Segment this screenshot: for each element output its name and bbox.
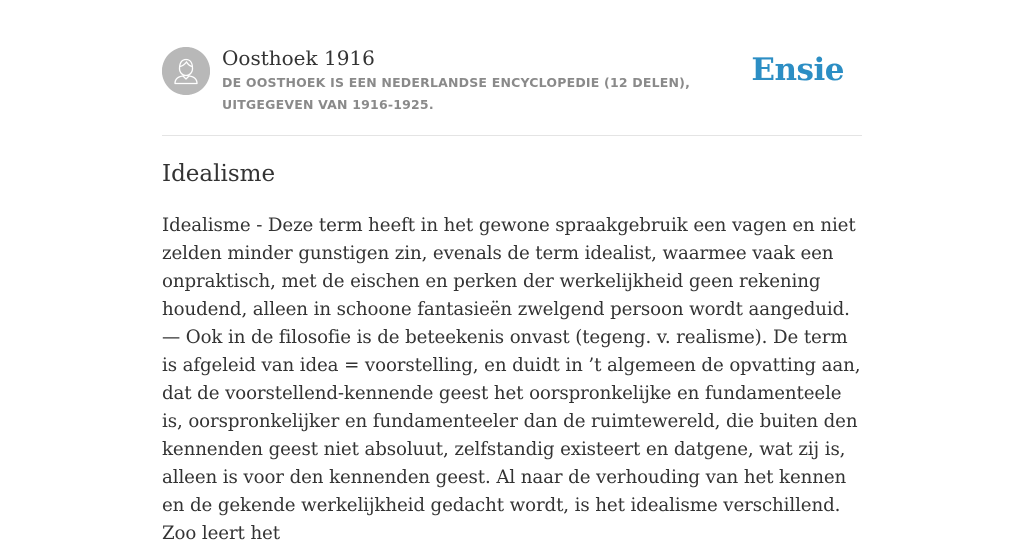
header-divider [162, 135, 862, 136]
entry-body-text: Idealisme - Deze term heeft in het gewone spraakgebruik een vagen en niet zelden minder gunstigen zin, evenals de term idealist, waarmee vaak een onpraktisch, met de eischen en perken der werkelijkheid geen rekening houdend, alleen in schoone fantasieën zwelgend persoon wordt aangeduid. — Ook in de filosofie is de beteekenis onvast (tegeng. v. realisme). De term is afgeleid van idea = voorstelling, en duidt in ’t algemeen de opvatting aan, dat de voorstellend-kennende geest het oorspronkelijke en fundamenteele is, oorspronkelijker en fundamenteeler dan de ruimtewereld, die buiten den kennenden geest niet absoluut, zelfstandig existeert en datgene, wat zij is, alleen is voor den kennenden geest. Al naar de verhouding van het kennen en de gekende werkelijkheid gedacht wordt, is het idealisme verschillend. Zoo leert het [162, 215, 861, 544]
source-header [162, 46, 862, 136]
user-avatar-icon[interactable] [162, 47, 210, 95]
source-title[interactable]: Oosthoek 1916 [222, 46, 375, 70]
ensie-logo[interactable]: Ensie [751, 52, 844, 88]
person-outline-icon [162, 47, 210, 95]
entry-title: Idealisme [162, 161, 276, 187]
source-description: DE OOSTHOEK IS EEN NEDERLANDSE ENCYCLOPEDIE (12 DELEN), UITGEGEVEN VAN 1916-1925. [222, 75, 691, 112]
